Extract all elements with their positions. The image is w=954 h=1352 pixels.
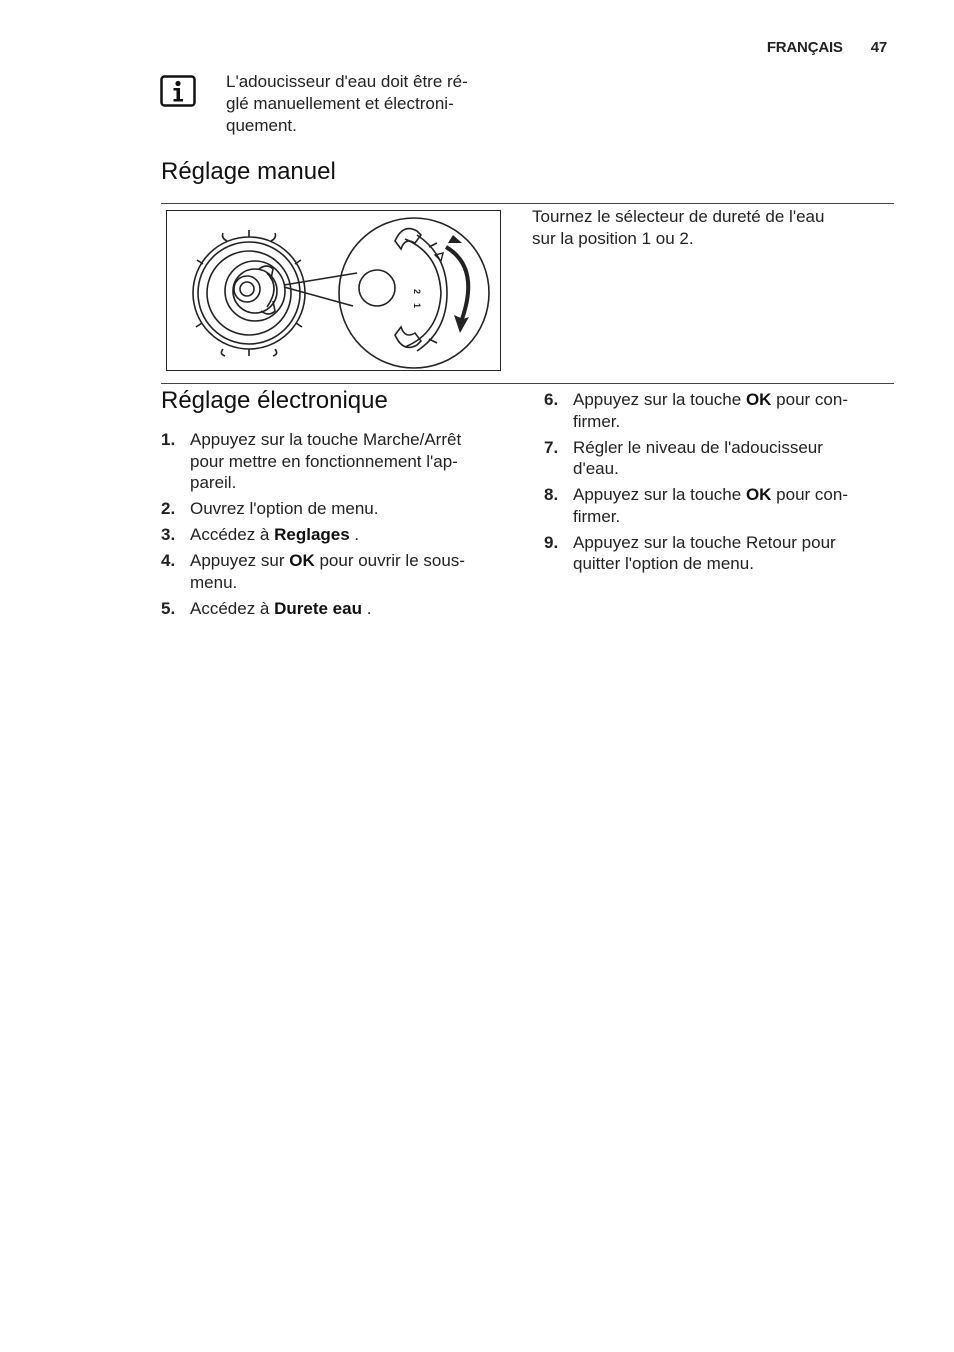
section-title-manual: Réglage manuel xyxy=(161,158,336,185)
step-text: Appuyez sur la touche Retour pour xyxy=(573,532,836,552)
step-text: Appuyez sur OK pour ouvrir le sous- xyxy=(190,551,465,570)
step-text: menu. xyxy=(190,572,238,592)
header-language: FRANÇAIS xyxy=(766,39,843,56)
list-item xyxy=(544,532,894,575)
info-icon xyxy=(160,75,196,107)
menu-item-name: Reglages xyxy=(274,525,350,544)
step-number: 5. xyxy=(161,598,176,618)
section-divider xyxy=(161,203,894,204)
step-text: Accédez à Reglages . xyxy=(190,525,360,544)
step-number: 8. xyxy=(544,485,559,504)
step-text: pour mettre en fonctionnement l'ap- xyxy=(190,451,458,471)
steps-list-right xyxy=(544,389,894,579)
step-number: 6. xyxy=(544,390,559,409)
caption-line: sur la position 1 ou 2. xyxy=(532,229,694,248)
step-text: Accédez à Durete eau . xyxy=(190,598,372,618)
caption-line: Tournez le sélecteur de dureté de l'eau xyxy=(532,207,825,226)
selector-label-2: 2 xyxy=(412,289,422,295)
note-line: L'adoucisseur d'eau doit être ré- xyxy=(226,72,468,91)
selector-illustration xyxy=(167,211,501,371)
list-item xyxy=(544,389,894,432)
step-text: Appuyez sur la touche OK pour con- xyxy=(573,390,848,409)
section-divider xyxy=(161,383,894,384)
list-item xyxy=(544,484,894,527)
step-text: d'eau. xyxy=(573,459,619,478)
button-name: OK xyxy=(745,390,772,409)
list-item xyxy=(161,550,511,593)
list-item xyxy=(161,524,511,546)
note-line: glé manuellement et électroni- xyxy=(226,94,454,113)
list-item xyxy=(161,598,511,620)
button-name: OK xyxy=(289,551,315,570)
step-text: Ouvrez l'option de menu. xyxy=(190,499,379,518)
section-title-electronic: Réglage électronique xyxy=(161,387,388,414)
page-header xyxy=(767,39,887,56)
water-hardness-selector-figure xyxy=(166,210,501,371)
step-text: Régler le niveau de l'adoucisseur xyxy=(573,437,823,457)
step-number: 9. xyxy=(544,532,559,552)
list-item xyxy=(161,498,511,520)
steps-list-left xyxy=(161,429,511,624)
menu-item-name: Durete eau xyxy=(274,598,362,618)
note-text xyxy=(226,71,516,137)
selector-label-1: 1 xyxy=(412,303,422,309)
step-number: 1. xyxy=(161,430,176,449)
step-number: 7. xyxy=(544,437,559,457)
step-number: 4. xyxy=(161,551,176,570)
page-number: 47 xyxy=(870,39,887,56)
step-text: pareil. xyxy=(190,473,237,492)
step-text: firmer. xyxy=(573,411,621,431)
note-line: quement. xyxy=(226,116,297,135)
step-text: quitter l'option de menu. xyxy=(573,554,754,573)
step-text: firmer. xyxy=(573,506,621,526)
list-item xyxy=(544,437,894,480)
step-number: 2. xyxy=(161,499,176,518)
step-text: Appuyez sur la touche Marche/Arrêt xyxy=(190,430,462,449)
step-text: Appuyez sur la touche OK pour con- xyxy=(573,485,848,504)
manual-caption xyxy=(532,206,882,250)
button-name: OK xyxy=(745,485,772,504)
list-item xyxy=(161,429,511,494)
step-number: 3. xyxy=(161,525,176,544)
